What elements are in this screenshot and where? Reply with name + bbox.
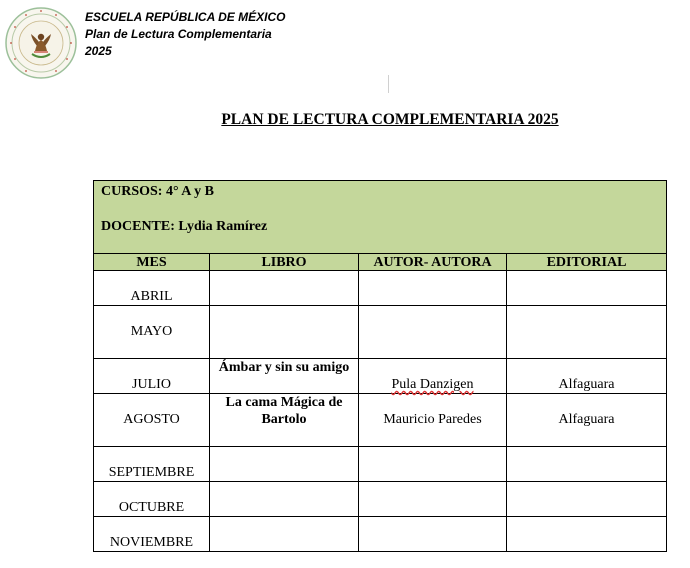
column-header-month: MES [94,254,210,271]
book-cell [210,517,359,552]
reading-plan-table [93,180,667,552]
book-cell [210,306,359,359]
book-cell: La cama Mágica de Bartolo [210,394,359,447]
teacher-value: Lydia Ramírez [178,219,268,234]
table-row [94,447,667,482]
month-cell: MAYO [94,306,210,359]
school-seal-logo [4,6,78,80]
column-header-row [94,254,667,271]
book-cell [210,482,359,517]
table-row [94,482,667,517]
author-cell [359,482,507,517]
author-cell [359,447,507,482]
publisher-cell: Alfaguara [507,394,667,447]
book-cell: Ámbar y sin su amigo [210,359,359,394]
courses-value: 4° A y B [165,184,214,199]
publisher-cell [507,482,667,517]
month-cell: AGOSTO [94,394,210,447]
author-cell [359,306,507,359]
info-cell [94,181,667,254]
plan-name: Plan de Lectura Complementaria [85,27,272,41]
author-cell [359,359,507,394]
author-name: Pula Danzigen [391,377,474,392]
document-title: PLAN DE LECTURA COMPLEMENTARIA 2025 [221,111,559,128]
table-row [94,306,667,359]
teacher-line: DOCENTE: Lydia Ramírez [101,219,268,234]
month-cell: JULIO [94,359,210,394]
month-cell: SEPTIEMBRE [94,447,210,482]
author-cell [359,271,507,306]
book-cell [210,271,359,306]
publisher-cell [507,447,667,482]
table-row [94,517,667,552]
publisher-cell [507,517,667,552]
book-cell [210,447,359,482]
header-divider [388,75,389,93]
plan-year: 2025 [85,44,112,58]
column-header-author: AUTOR- AUTORA [359,254,507,271]
column-header-book: LIBRO [210,254,359,271]
month-cell: ABRIL [94,271,210,306]
table-row [94,359,667,394]
publisher-cell [507,271,667,306]
author-cell [359,517,507,552]
table-row [94,394,667,447]
month-cell: OCTUBRE [94,482,210,517]
school-header [85,9,285,60]
table-row [94,271,667,306]
publisher-cell [507,306,667,359]
column-header-publisher: EDITORIAL [507,254,667,271]
month-cell: NOVIEMBRE [94,517,210,552]
school-name: ESCUELA REPÚBLICA DE MÉXICO [85,10,286,24]
info-row [94,181,667,254]
author-cell: Mauricio Paredes [359,394,507,447]
publisher-cell: Alfaguara [507,359,667,394]
courses-line: CURSOS: 4° A y B [101,184,214,199]
